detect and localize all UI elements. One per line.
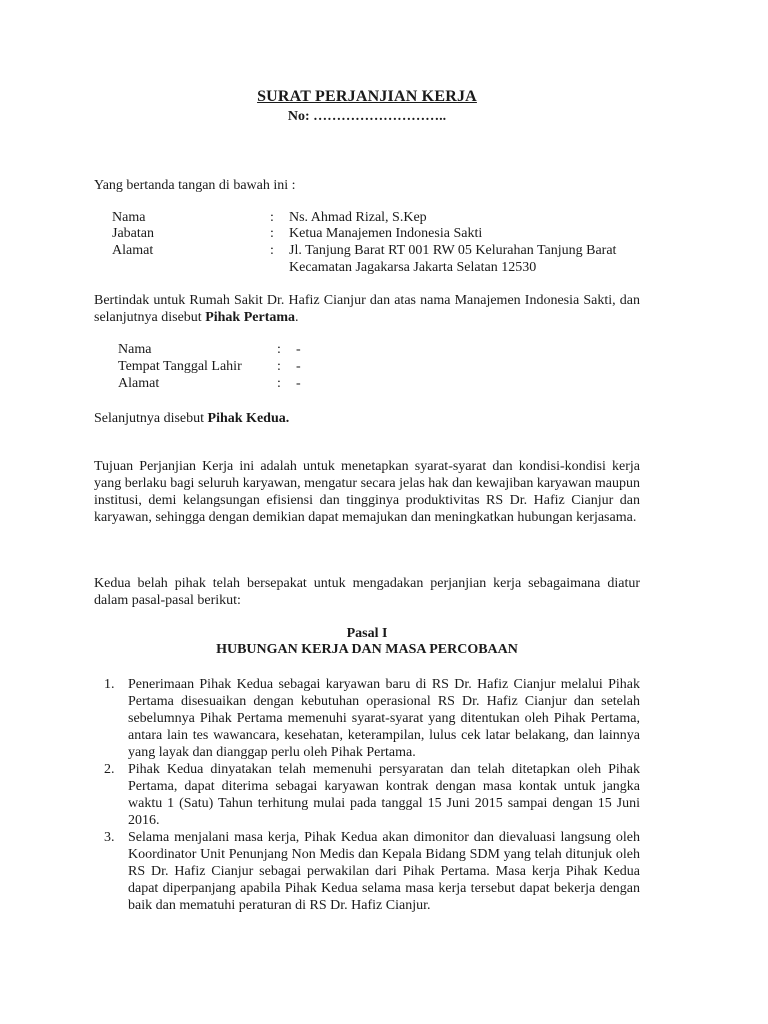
pasal-heading: HUBUNGAN KERJA DAN MASA PERCOBAAN — [216, 642, 518, 657]
list-item-number: 3. — [104, 830, 115, 845]
pasal-number: Pasal I — [346, 626, 388, 641]
document-number: No: ……………………….. — [287, 109, 447, 124]
party2-name-label: Nama — [118, 342, 152, 357]
party2-address-value: - — [296, 376, 301, 391]
party2-address-colon: : — [277, 376, 281, 391]
list-item-text: Pihak Kedua dinyatakan telah memenuhi persyaratan dan telah ditetapkan oleh Pihak Pertama, dapat diterima sebagai karyawan kontrak dengan masa kontak untuk jangka waktu 1 (Satu) Tahun terhitung mulai pada tanggal 15 Juni 2015 sampai dengan 15 Juni 2016. — [128, 762, 640, 828]
party2-name-value: - — [296, 342, 301, 357]
purpose-paragraph: Tujuan Perjanjian Kerja ini adalah untuk menetapkan syarat-syarat dan kondisi-kondisi kerja yang berlaku bagi seluruh karyawan, mengatur secara jelas hak dan kewajiban karyawan maupun institusi, demi kelangsungan efisiensi dan tingginya produktivitas RS Dr. Hafiz Cianjur dan karyawan, sehingga dengan demikian dapat memajukan dan meningkatkan hubungan kerjasama. — [94, 459, 640, 525]
party1-position-colon: : — [270, 226, 274, 241]
party1-address-label: Alamat — [112, 243, 154, 258]
list-item — [94, 761, 640, 829]
party1-statement-end: . — [295, 310, 299, 325]
pasal-items-list — [94, 676, 640, 914]
party2-statement-text: Selanjutnya disebut — [94, 411, 208, 426]
party1-statement-text: Bertindak untuk Rumah Sakit Dr. Hafiz Cianjur dan atas nama Manajemen Indonesia Sakti, dan selanjutnya disebut — [94, 293, 640, 325]
party1-statement — [94, 292, 640, 326]
party2-designation: Pihak Kedua. — [207, 411, 290, 426]
party1-address-value: Jl. Tanjung Barat RT 001 RW 05 Kelurahan Tanjung Barat — [289, 243, 617, 258]
party1-name-label: Nama — [112, 210, 146, 225]
party2-birth-colon: : — [277, 359, 281, 374]
party1-position-label: Jabatan — [112, 226, 154, 241]
party1-address-colon: : — [270, 243, 274, 258]
party2-address-label: Alamat — [118, 376, 160, 391]
list-item-number: 1. — [104, 677, 115, 692]
list-item-number: 2. — [104, 762, 115, 777]
party2-statement — [94, 410, 289, 427]
party2-name-colon: : — [277, 342, 281, 357]
party1-designation: Pihak Pertama — [205, 310, 296, 325]
party1-name-colon: : — [270, 210, 274, 225]
list-item-text: Penerimaan Pihak Kedua sebagai karyawan baru di RS Dr. Hafiz Cianjur melalui Pihak Pertama disesuaikan dengan kebutuhan operasional RS Dr. Hafiz Cianjur dan setelah sebelumnya Pihak Pertama memenuhi syarat-syarat yang ditentukan oleh Pihak Pertama, antara lain tes wawancara, kesehatan, keterampilan, lulus cek latar belakang, dan lainnya yang layak dan dianggap perlu oleh Pihak Pertama. — [128, 677, 640, 760]
party2-birth-label: Tempat Tanggal Lahir — [118, 359, 242, 374]
list-item — [94, 829, 640, 914]
party1-position-value: Ketua Manajemen Indonesia Sakti — [289, 226, 483, 241]
party2-birth-value: - — [296, 359, 301, 374]
intro-text: Yang bertanda tangan di bawah ini : — [94, 178, 296, 193]
list-item-text: Selama menjalani masa kerja, Pihak Kedua akan dimonitor dan dievaluasi langsung oleh Koordinator Unit Penunjang Non Medis dan Kepala Bidang SDM yang telah ditunjuk oleh RS Dr. Hafiz Cianjur sebagai perwakilan dari Pihak Pertama. Masa kerja Pihak Kedua dapat diperpanjang apabila Pihak Kedua selama masa kerja tersebut dapat bekerja dengan baik dan mematuhi peraturan di RS Dr. Hafiz Cianjur. — [128, 830, 640, 913]
list-item — [94, 676, 640, 761]
document-title: SURAT PERJANJIAN KERJA — [257, 88, 477, 105]
party1-address-value-line2: Kecamatan Jagakarsa Jakarta Selatan 12530 — [289, 260, 537, 275]
party1-name-value: Ns. Ahmad Rizal, S.Kep — [289, 210, 427, 225]
agreement-paragraph: Kedua belah pihak telah bersepakat untuk mengadakan perjanjian kerja sebagaimana diatur dalam pasal-pasal berikut: — [94, 576, 640, 608]
